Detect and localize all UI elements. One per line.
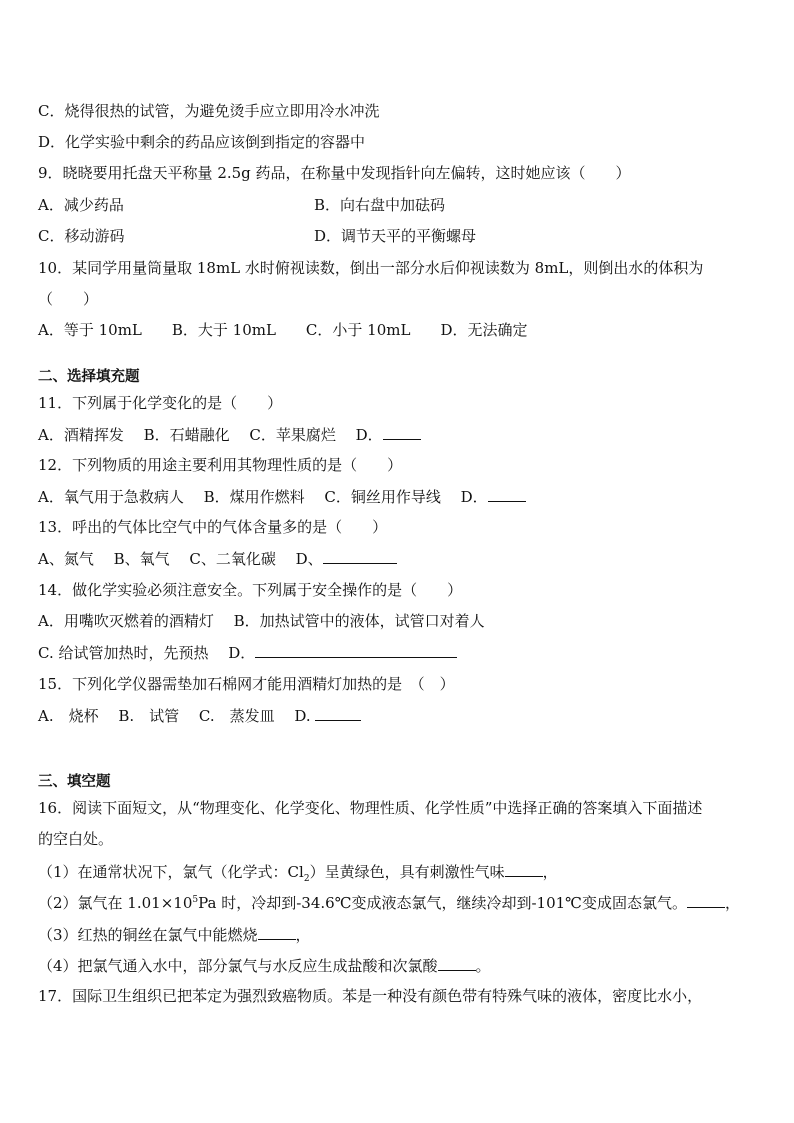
q12-options-text: A．氧气用于急救病人 B．煤用作燃料 C．铜丝用作导线 D． [38, 488, 488, 506]
q15-options [38, 705, 361, 726]
q12-answer-blank[interactable] [488, 486, 526, 502]
q11-options [38, 424, 421, 445]
q16-statement-4 [38, 955, 491, 976]
question-14: 14．做化学实验必须注意安全。下列属于安全操作的是（ ） [38, 581, 463, 599]
option-c-line: C．烧得很热的试管，为避免烫手应立即用冷水冲洗 [38, 102, 380, 120]
q12-options [38, 486, 526, 507]
q15-answer-blank[interactable] [315, 705, 361, 721]
q9-option-c: C．移动游码 [38, 227, 125, 245]
q16-s2-pre: （2）氯气在 1.01×10 [38, 894, 193, 912]
q16-statement-1 [38, 861, 558, 882]
question-11: 11．下列属于化学变化的是（ ） [38, 394, 283, 412]
q16-s3-end: ， [295, 926, 311, 944]
q16-s2-post: Pa 时，冷却到-34.6℃变成液态氯气，继续冷却到-101℃变成固态氯气。 [198, 894, 687, 912]
q13-options [38, 548, 397, 569]
q16-s1-pre: （1）在通常状况下，氯气（化学式：Cl [38, 863, 304, 881]
q16-s1-post: ）呈黄绿色，具有刺激性气味 [309, 863, 505, 881]
q16-statement-3 [38, 924, 311, 945]
q13-answer-blank[interactable] [323, 548, 397, 564]
q9-option-b: B．向右盘中加砝码 [314, 196, 446, 214]
q11-options-text: A．酒精挥发 B．石蜡融化 C．苹果腐烂 D． [38, 426, 383, 444]
q16-s4-text: （4）把氯气通入水中，部分氯气与水反应生成盐酸和次氯酸 [38, 957, 438, 975]
q16-s3-text: （3）红热的铜丝在氯气中能燃烧 [38, 926, 258, 944]
q16-s4-answer-blank[interactable] [438, 955, 476, 971]
section-2-heading: 二、选择填充题 [38, 369, 140, 385]
q16-s2-end: ， [724, 894, 740, 912]
question-9: 9．晓晓要用托盘天平称量 2.5g 药品，在称量中发现指针向左偏转，这时她应该（ ） [38, 164, 631, 182]
question-13: 13．呼出的气体比空气中的气体含量多的是（ ） [38, 518, 388, 536]
option-d-line: D．化学实验中剩余的药品应该倒到指定的容器中 [38, 133, 366, 151]
q14-answer-blank[interactable] [255, 642, 457, 658]
q9-option-a: A．减少药品 [38, 196, 124, 214]
q16-s1-end: ， [542, 863, 558, 881]
question-15: 15．下列化学仪器需垫加石棉网才能用酒精灯加热的是 （ ） [38, 675, 455, 693]
q16-s2-superscript: 5 [192, 895, 199, 905]
q16-s2-answer-blank[interactable] [687, 892, 725, 908]
section-3-heading: 三、填空题 [38, 774, 111, 790]
q14-options-ab: A．用嘴吹灭燃着的酒精灯 B．加热试管中的液体，试管口对着人 [38, 612, 485, 630]
q10-options: A．等于 10mL B．大于 10mL C．小于 10mL D．无法确定 [38, 321, 528, 339]
q9-option-d: D．调节天平的平衡螺母 [314, 227, 477, 245]
q11-answer-blank[interactable] [383, 424, 421, 440]
q16-s1-subscript: 2 [303, 874, 310, 884]
question-12: 12．下列物质的用途主要利用其物理性质的是（ ） [38, 456, 403, 474]
question-16-line-2: 的空白处。 [38, 830, 114, 848]
q16-statement-2 [38, 892, 740, 913]
q15-options-text: A. 烧杯 B. 试管 C. 蒸发皿 D. [38, 707, 311, 725]
q14-options-cd-text: C. 给试管加热时，先预热 D． [38, 644, 256, 662]
q16-s4-end: 。 [475, 957, 491, 975]
q13-options-text: A、氮气 B、氧气 C、二氧化碳 D、 [38, 550, 323, 568]
question-10-paren: （ ） [38, 290, 99, 308]
question-17: 17．国际卫生组织已把苯定为强烈致癌物质。苯是一种没有颜色带有特殊气味的液体，密度比水小， [38, 987, 703, 1005]
question-16-line-1: 16．阅读下面短文，从“物理变化、化学变化、物理性质、化学性质”中选择正确的答案填入下面描述 [38, 799, 703, 817]
question-10: 10．某同学用量筒量取 18mL 水时俯视读数，倒出一部分水后仰视读数为 8mL，则倒出水的体积为 [38, 259, 704, 277]
q14-options-cd [38, 642, 457, 663]
q16-s3-answer-blank[interactable] [258, 924, 296, 940]
q16-s1-answer-blank[interactable] [505, 861, 543, 877]
